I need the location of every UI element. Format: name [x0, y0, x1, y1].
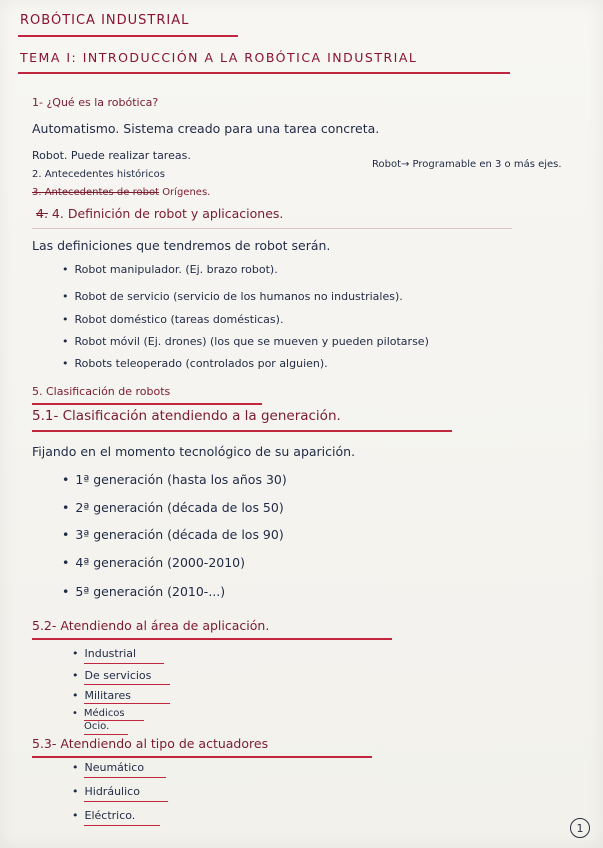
area-item: • De servicios — [72, 670, 151, 681]
actuador-item: • Eléctrico. — [72, 810, 135, 821]
automatismo-def: Automatismo. Sistema creado para una tarea concreta. — [32, 121, 380, 136]
actuador-underline — [84, 825, 160, 826]
clasificacion-underline — [32, 403, 262, 405]
definicion-heading — [36, 208, 283, 221]
definicion-label: 4. Definición de robot y aplicaciones. — [51, 206, 284, 221]
area-underline — [32, 638, 392, 640]
question-1: 1- ¿Qué es la robótica? — [32, 96, 159, 109]
gen-item: • 4ª generación (2000-2010) — [62, 557, 245, 570]
origenes-struck: 3. Antecedentes de robot — [32, 187, 159, 198]
page-number: 1 — [570, 818, 590, 838]
origenes-label: Orígenes. — [162, 187, 211, 198]
generacion-underline — [32, 430, 452, 432]
area-item-underline — [84, 703, 170, 704]
actuadores-underline — [32, 756, 372, 758]
definicion-rule — [32, 228, 512, 229]
robot-def: Robot. Puede realizar tareas. — [32, 149, 191, 162]
actuador-item: • Hidráulico — [72, 786, 140, 797]
def-item: • Robot de servicio (servicio de los humanos no industriales). — [62, 291, 403, 302]
gen-item: • 3ª generación (década de los 90) — [62, 529, 284, 542]
gen-item: • 1ª generación (hasta los años 30) — [62, 474, 287, 487]
actuador-item: • Neumático — [72, 762, 144, 773]
origenes-item — [32, 188, 210, 198]
def-item: • Robot móvil (Ej. drones) (los que se mueven y pueden pilotarse) — [62, 336, 429, 347]
actuador-underline — [84, 801, 168, 802]
def-item: • Robot manipulador. (Ej. brazo robot). — [62, 264, 278, 275]
clasificacion-heading: 5. Clasificación de robots — [32, 385, 171, 398]
area-heading: 5.2- Atendiendo al área de aplicación. — [32, 618, 270, 633]
subject-title: ROBÓTICA INDUSTRIAL — [20, 13, 190, 28]
area-item-underline — [84, 720, 144, 721]
gen-item: • 2ª generación (década de los 50) — [62, 502, 284, 515]
generacion-intro: Fijando en el momento tecnológico de su aparición. — [32, 444, 356, 459]
def-item: • Robots teleoperado (controlados por alguien). — [62, 358, 328, 369]
actuadores-heading: 5.3- Atendiendo al tipo de actuadores — [32, 736, 269, 751]
area-item: • Militares — [72, 690, 131, 701]
area-item: • Médicos — [72, 709, 125, 719]
topic-underline — [18, 72, 510, 74]
definiciones-intro: Las definiciones que tendremos de robot serán. — [32, 238, 331, 253]
topic-title: TEMA I: INTRODUCCIÓN A LA ROBÓTICA INDUSTRIAL — [20, 50, 418, 65]
title-underline — [18, 35, 238, 37]
robot-programable-note: Robot→ Programable en 3 o más ejes. — [372, 159, 562, 170]
area-item: Ocio. — [84, 721, 110, 732]
generacion-heading: 5.1- Clasificación atendiendo a la generación. — [32, 408, 341, 424]
antecedentes-item: 2. Antecedentes históricos — [32, 169, 166, 180]
gen-item: • 5ª generación (2010-...) — [62, 586, 225, 599]
area-item-underline — [84, 684, 170, 685]
definicion-struck: 4. — [36, 206, 48, 221]
area-item-underline — [84, 663, 164, 664]
actuador-underline — [84, 777, 166, 778]
def-item: • Robot doméstico (tareas domésticas). — [62, 314, 283, 325]
area-item: • Industrial — [72, 648, 136, 659]
area-item-underline — [84, 734, 128, 735]
